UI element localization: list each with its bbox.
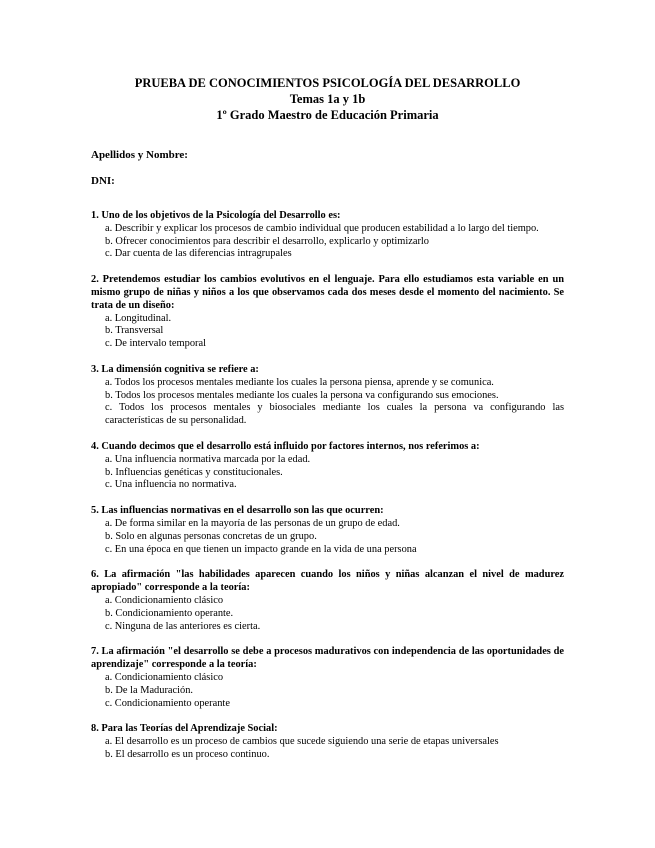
question-1 <box>91 210 564 261</box>
question-4 <box>91 441 564 492</box>
question-text: 8. Para las Teorías del Aprendizaje Social: <box>91 723 278 735</box>
name-field-label: Apellidos y Nombre: <box>91 149 188 161</box>
question-option: c. De intervalo temporal <box>105 338 206 350</box>
question-option: a. Longitudinal. <box>105 312 172 324</box>
question-text: 2. Pretendemos estudiar los cambios evolutivos en el lenguaje. Para ello estudiamos esta variable en un mismo grupo de niñas y niños a los que observamos cada dos meses desde el momento del nacimiento. Se trata de un diseño: <box>91 274 564 311</box>
dni-field-label: DNI: <box>91 175 115 187</box>
question-option: c. Condicionamiento operante <box>105 697 230 709</box>
document-degree: 1º Grado Maestro de Educación Primaria <box>216 108 439 122</box>
question-8 <box>91 723 564 761</box>
question-option: c. En una época en que tienen un impacto grande en la vida de una persona <box>105 543 417 555</box>
question-option: a. Condicionamiento clásico <box>105 594 224 606</box>
question-option: a. Una influencia normativa marcada por la edad. <box>105 453 311 465</box>
question-option: b. Transversal <box>105 325 164 337</box>
question-option: b. Influencias genéticas y constitucionales. <box>105 466 283 478</box>
question-option: a. Condicionamiento clásico <box>105 671 224 683</box>
question-option: b. El desarrollo es un proceso continuo. <box>105 748 270 760</box>
question-5 <box>91 505 564 556</box>
question-option: a. De forma similar en la mayoría de las personas de un grupo de edad. <box>105 517 400 529</box>
question-option: c. Todos los procesos mentales y biosociales mediante los cuales la persona va configurando las características de su personalidad. <box>105 402 564 427</box>
question-option: b. Ofrecer conocimientos para describir el desarrollo, explicarlo y optimizarlo <box>105 235 430 247</box>
question-text: 5. Las influencias normativas en el desarrollo son las que ocurren: <box>91 505 384 517</box>
document-title: PRUEBA DE CONOCIMIENTOS PSICOLOGÍA DEL DESARROLLO <box>134 76 521 90</box>
question-text: 7. La afirmación "el desarrollo se debe a procesos madurativos con independencia de las oportunidades de aprendizaje" corresponde a la teoría: <box>91 646 564 671</box>
question-7 <box>91 646 564 710</box>
question-option: a. El desarrollo es un proceso de cambios que sucede siguiendo una serie de etapas universales <box>105 736 499 748</box>
document-header <box>0 75 655 123</box>
question-text: 4. Cuando decimos que el desarrollo está influido por factores internos, nos referimos a: <box>91 440 480 452</box>
document-subtitle: Temas 1a y 1b <box>289 92 366 106</box>
question-text: 6. La afirmación "las habilidades aparecen cuando los niños y niñas alcanzan el nivel de madurez apropiado" corresponde a la teoría: <box>91 569 564 594</box>
question-text: 3. La dimensión cognitiva se refiere a: <box>91 363 259 375</box>
question-option: b. Solo en algunas personas concretas de un grupo. <box>105 530 317 542</box>
question-6 <box>91 569 564 633</box>
question-option: a. Todos los procesos mentales mediante los cuales la persona piensa, aprende y se comunica. <box>105 376 494 388</box>
question-option: b. Todos los procesos mentales mediante los cuales la persona va configurando sus emociones. <box>105 389 499 401</box>
question-option: c. Una influencia no normativa. <box>105 479 237 491</box>
question-3 <box>91 364 564 428</box>
question-option: b. De la Maduración. <box>105 684 194 696</box>
question-option: a. Describir y explicar los procesos de cambio individual que producen estabilidad a lo largo del tiempo. <box>105 222 539 234</box>
question-option: c. Ninguna de las anteriores es cierta. <box>105 620 261 632</box>
question-2 <box>91 274 564 351</box>
question-text: 1. Uno de los objetivos de la Psicología del Desarrollo es: <box>91 210 341 221</box>
question-list <box>91 210 564 762</box>
question-option: b. Condicionamiento operante. <box>105 607 234 619</box>
question-option: c. Dar cuenta de las diferencias intragrupales <box>105 248 292 260</box>
